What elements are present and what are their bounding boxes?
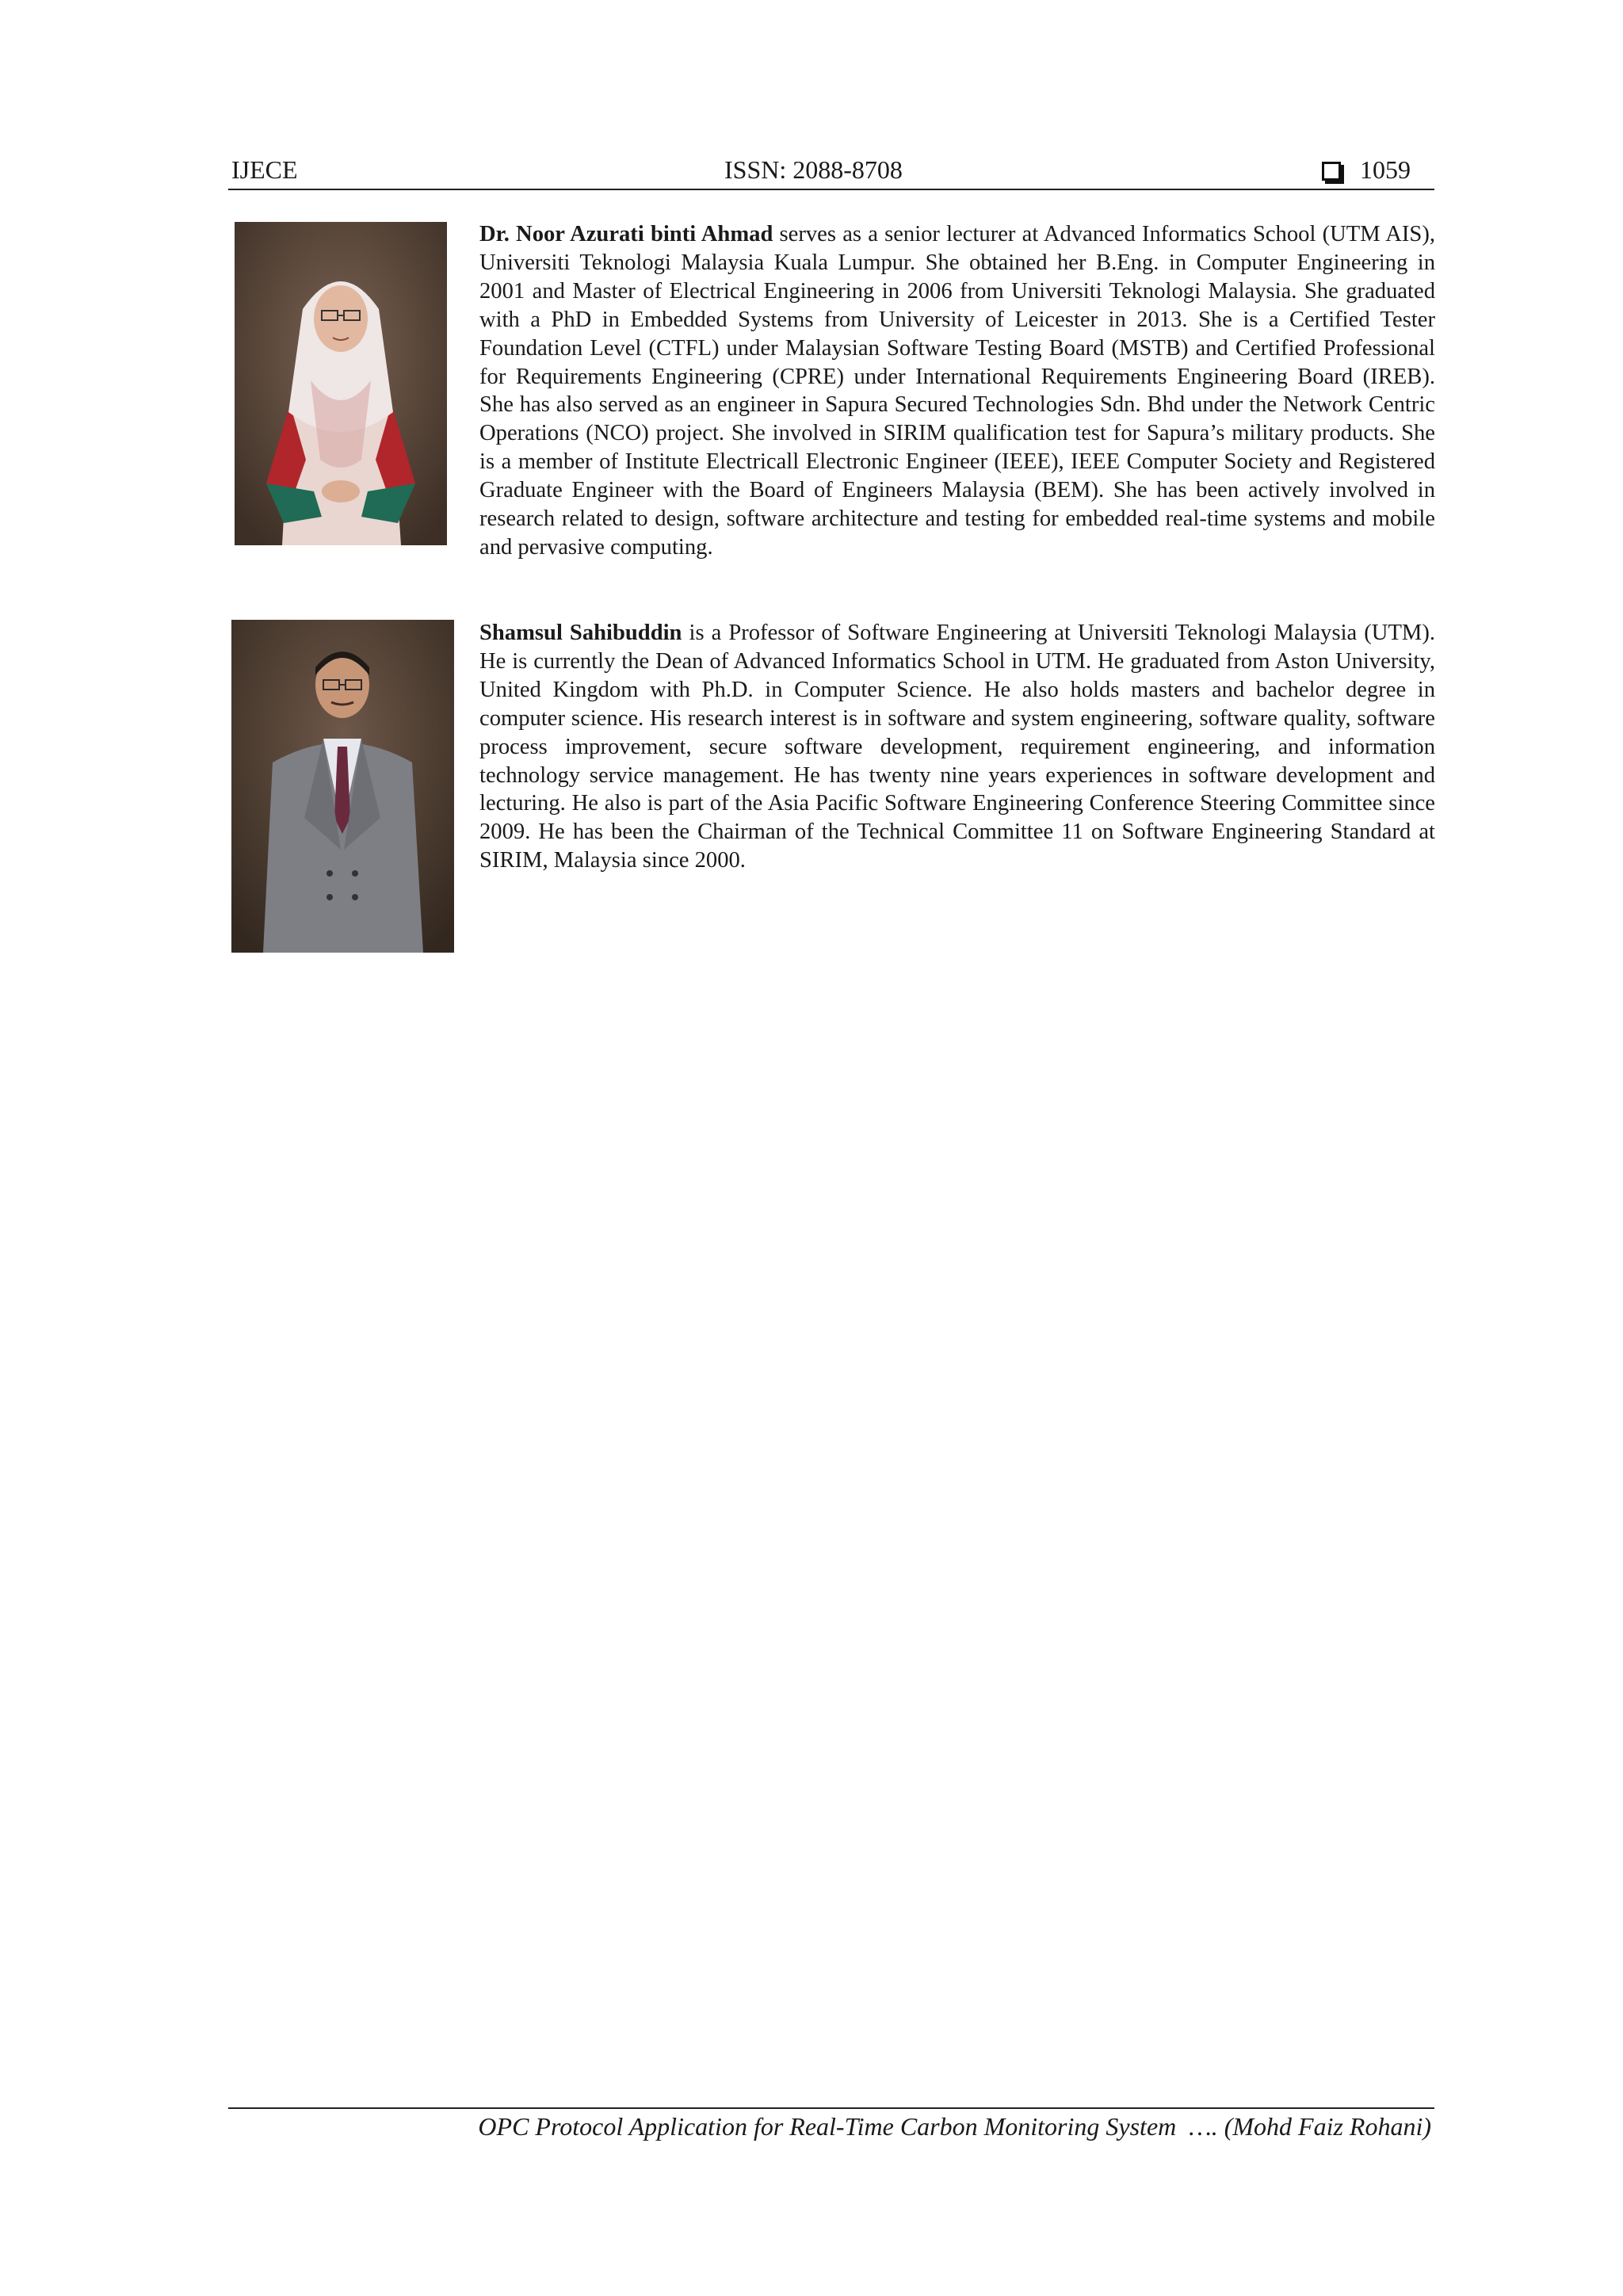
header-rule: [228, 189, 1434, 190]
portrait-illustration-2: [231, 620, 454, 953]
footer-rule: [228, 2107, 1434, 2109]
author-bio-text-2: is a Professor of Software Engineering at Universiti Teknologi Malaysia (UTM). He is currently the Dean of Advanced Informatics School in UTM. He graduated from Aston University, United Kingdom with Ph.D. in Computer Science. He also holds masters and bachelor degree in computer science. His research interest is in software and system engineering, software quality, software process improvement, secure software development, requirement engineering, and information technology service management. He has twenty nine years experiences in software development and lecturing. He also is part of the Asia Pacific Software Engineering Conference Steering Committee since 2009. He has been the Chairman of the Technical Committee 11 on Software Engineering Standard at SIRIM, Malaysia since 2000.: [479, 621, 1436, 873]
journal-name: IJECE: [231, 155, 298, 184]
page-header: [231, 155, 1434, 190]
issn: ISSN: 2088-8708: [724, 155, 903, 184]
author-bio-1: [479, 220, 1435, 562]
running-footer: OPC Protocol Application for Real-Time Carbon Monitoring System …. (Mohd Faiz Rohani): [478, 2112, 1431, 2141]
author-photo-2: [231, 620, 454, 953]
author-photo-1: [235, 222, 447, 545]
portrait-illustration-1: [235, 222, 447, 545]
author-name-2: Shamsul Sahibuddin: [479, 621, 682, 645]
author-name-1: Dr. Noor Azurati binti Ahmad: [479, 222, 773, 246]
page-number: 1059: [1360, 155, 1411, 184]
author-bio-2: [479, 619, 1435, 875]
author-bio-text-1: serves as a senior lecturer at Advanced Informatics School (UTM AIS), Universiti Teknologi Malaysia Kuala Lumpur. She obtained her B.Eng. in Computer Engineering in 2001 and Master of Electrical Engineering in 2006 from Universiti Teknologi Malaysia. She graduated with a PhD in Embedded Systems from University of Leicester in 2013. She is a Certified Tester Foundation Level (CTFL) under Malaysian Software Testing Board (MSTB) and Certified Professional for Requirements Engineering (CPRE) under International Requirements Engineering Board (IREB). She has also served as an engineer in Sapura Secured Technologies Sdn. Bhd under the Network Centric Operations (NCO) project. She involved in SIRIM qualification test for Sapura’s military products. She is a member of Institute Electricall Electronic Engineer (IEEE), IEEE Computer Society and Registered Graduate Engineer with the Board of Engineers Malaysia (BEM). She has been actively involved in research related to design, software architecture and testing for embedded real-time systems and mobile and pervasive computing.: [479, 222, 1435, 560]
page-number-group: [1322, 155, 1411, 185]
box-bullet-icon: [1322, 162, 1341, 181]
